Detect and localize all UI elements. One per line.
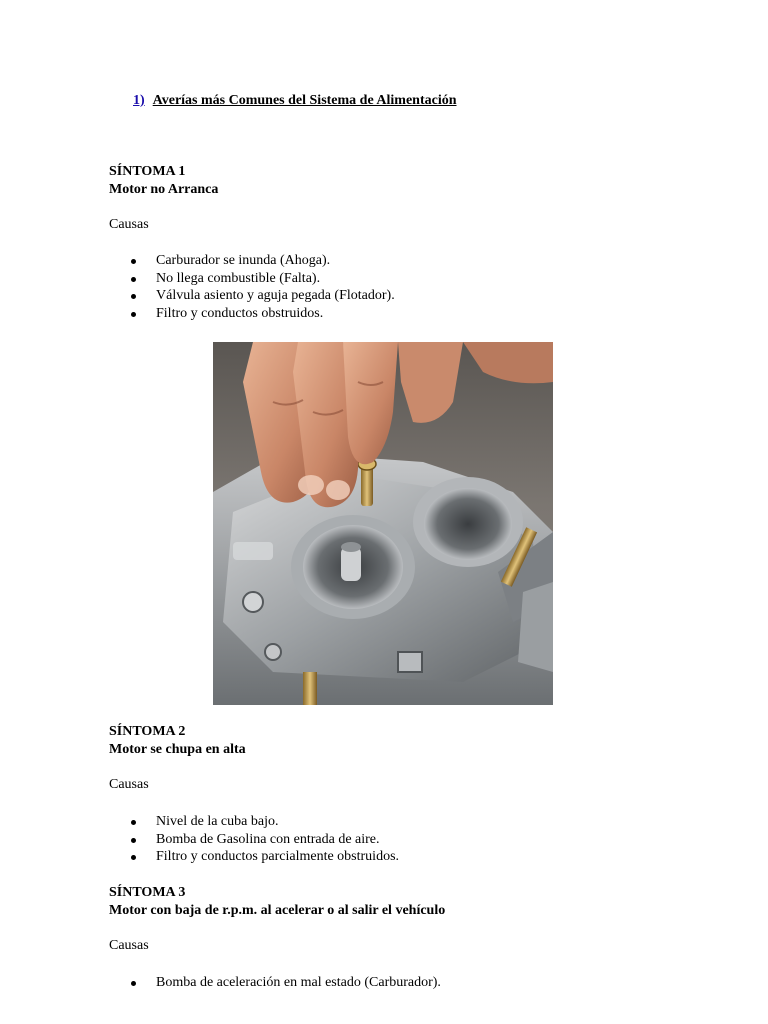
bullet-icon (131, 312, 136, 317)
bullet-icon (131, 259, 136, 264)
bullet-icon (131, 294, 136, 299)
symptom-2-causes-label: Causas (109, 777, 149, 792)
list-item: Carburador se inunda (Ahoga). (110, 252, 395, 270)
symptom-1-causes-label: Causas (109, 217, 149, 232)
carburetor-photo (213, 342, 553, 705)
list-item: Nivel de la cuba bajo. (110, 813, 399, 831)
bullet-icon (131, 855, 136, 860)
symptom-1-causes-list (110, 252, 395, 322)
symptom-2-causes-list (110, 813, 399, 866)
bullet-icon (131, 277, 136, 282)
symptom-2-label: SÍNTOMA 2 (109, 724, 186, 739)
section-title: Averías más Comunes del Sistema de Alimentación (152, 93, 457, 108)
list-item: Filtro y conductos parcialmente obstruidos. (110, 848, 399, 866)
symptom-3-description: Motor con baja de r.p.m. al acelerar o al salir el vehículo (109, 903, 446, 918)
section-number-link[interactable]: 1) (133, 93, 145, 108)
symptom-3-causes-list (110, 974, 441, 992)
list-item: Bomba de aceleración en mal estado (Carburador). (110, 974, 441, 992)
symptom-3-label: SÍNTOMA 3 (109, 885, 186, 900)
symptom-1-label: SÍNTOMA 1 (109, 164, 186, 179)
bullet-icon (131, 820, 136, 825)
list-item: Bomba de Gasolina con entrada de aire. (110, 831, 399, 849)
symptom-1-description: Motor no Arranca (109, 182, 219, 197)
symptom-2-description: Motor se chupa en alta (109, 742, 246, 757)
section-heading (133, 92, 457, 110)
list-item: No llega combustible (Falta). (110, 270, 395, 288)
bullet-icon (131, 981, 136, 986)
bullet-icon (131, 838, 136, 843)
list-item: Válvula asiento y aguja pegada (Flotador). (110, 287, 395, 305)
symptom-3-causes-label: Causas (109, 938, 149, 953)
list-item: Filtro y conductos obstruidos. (110, 305, 395, 323)
